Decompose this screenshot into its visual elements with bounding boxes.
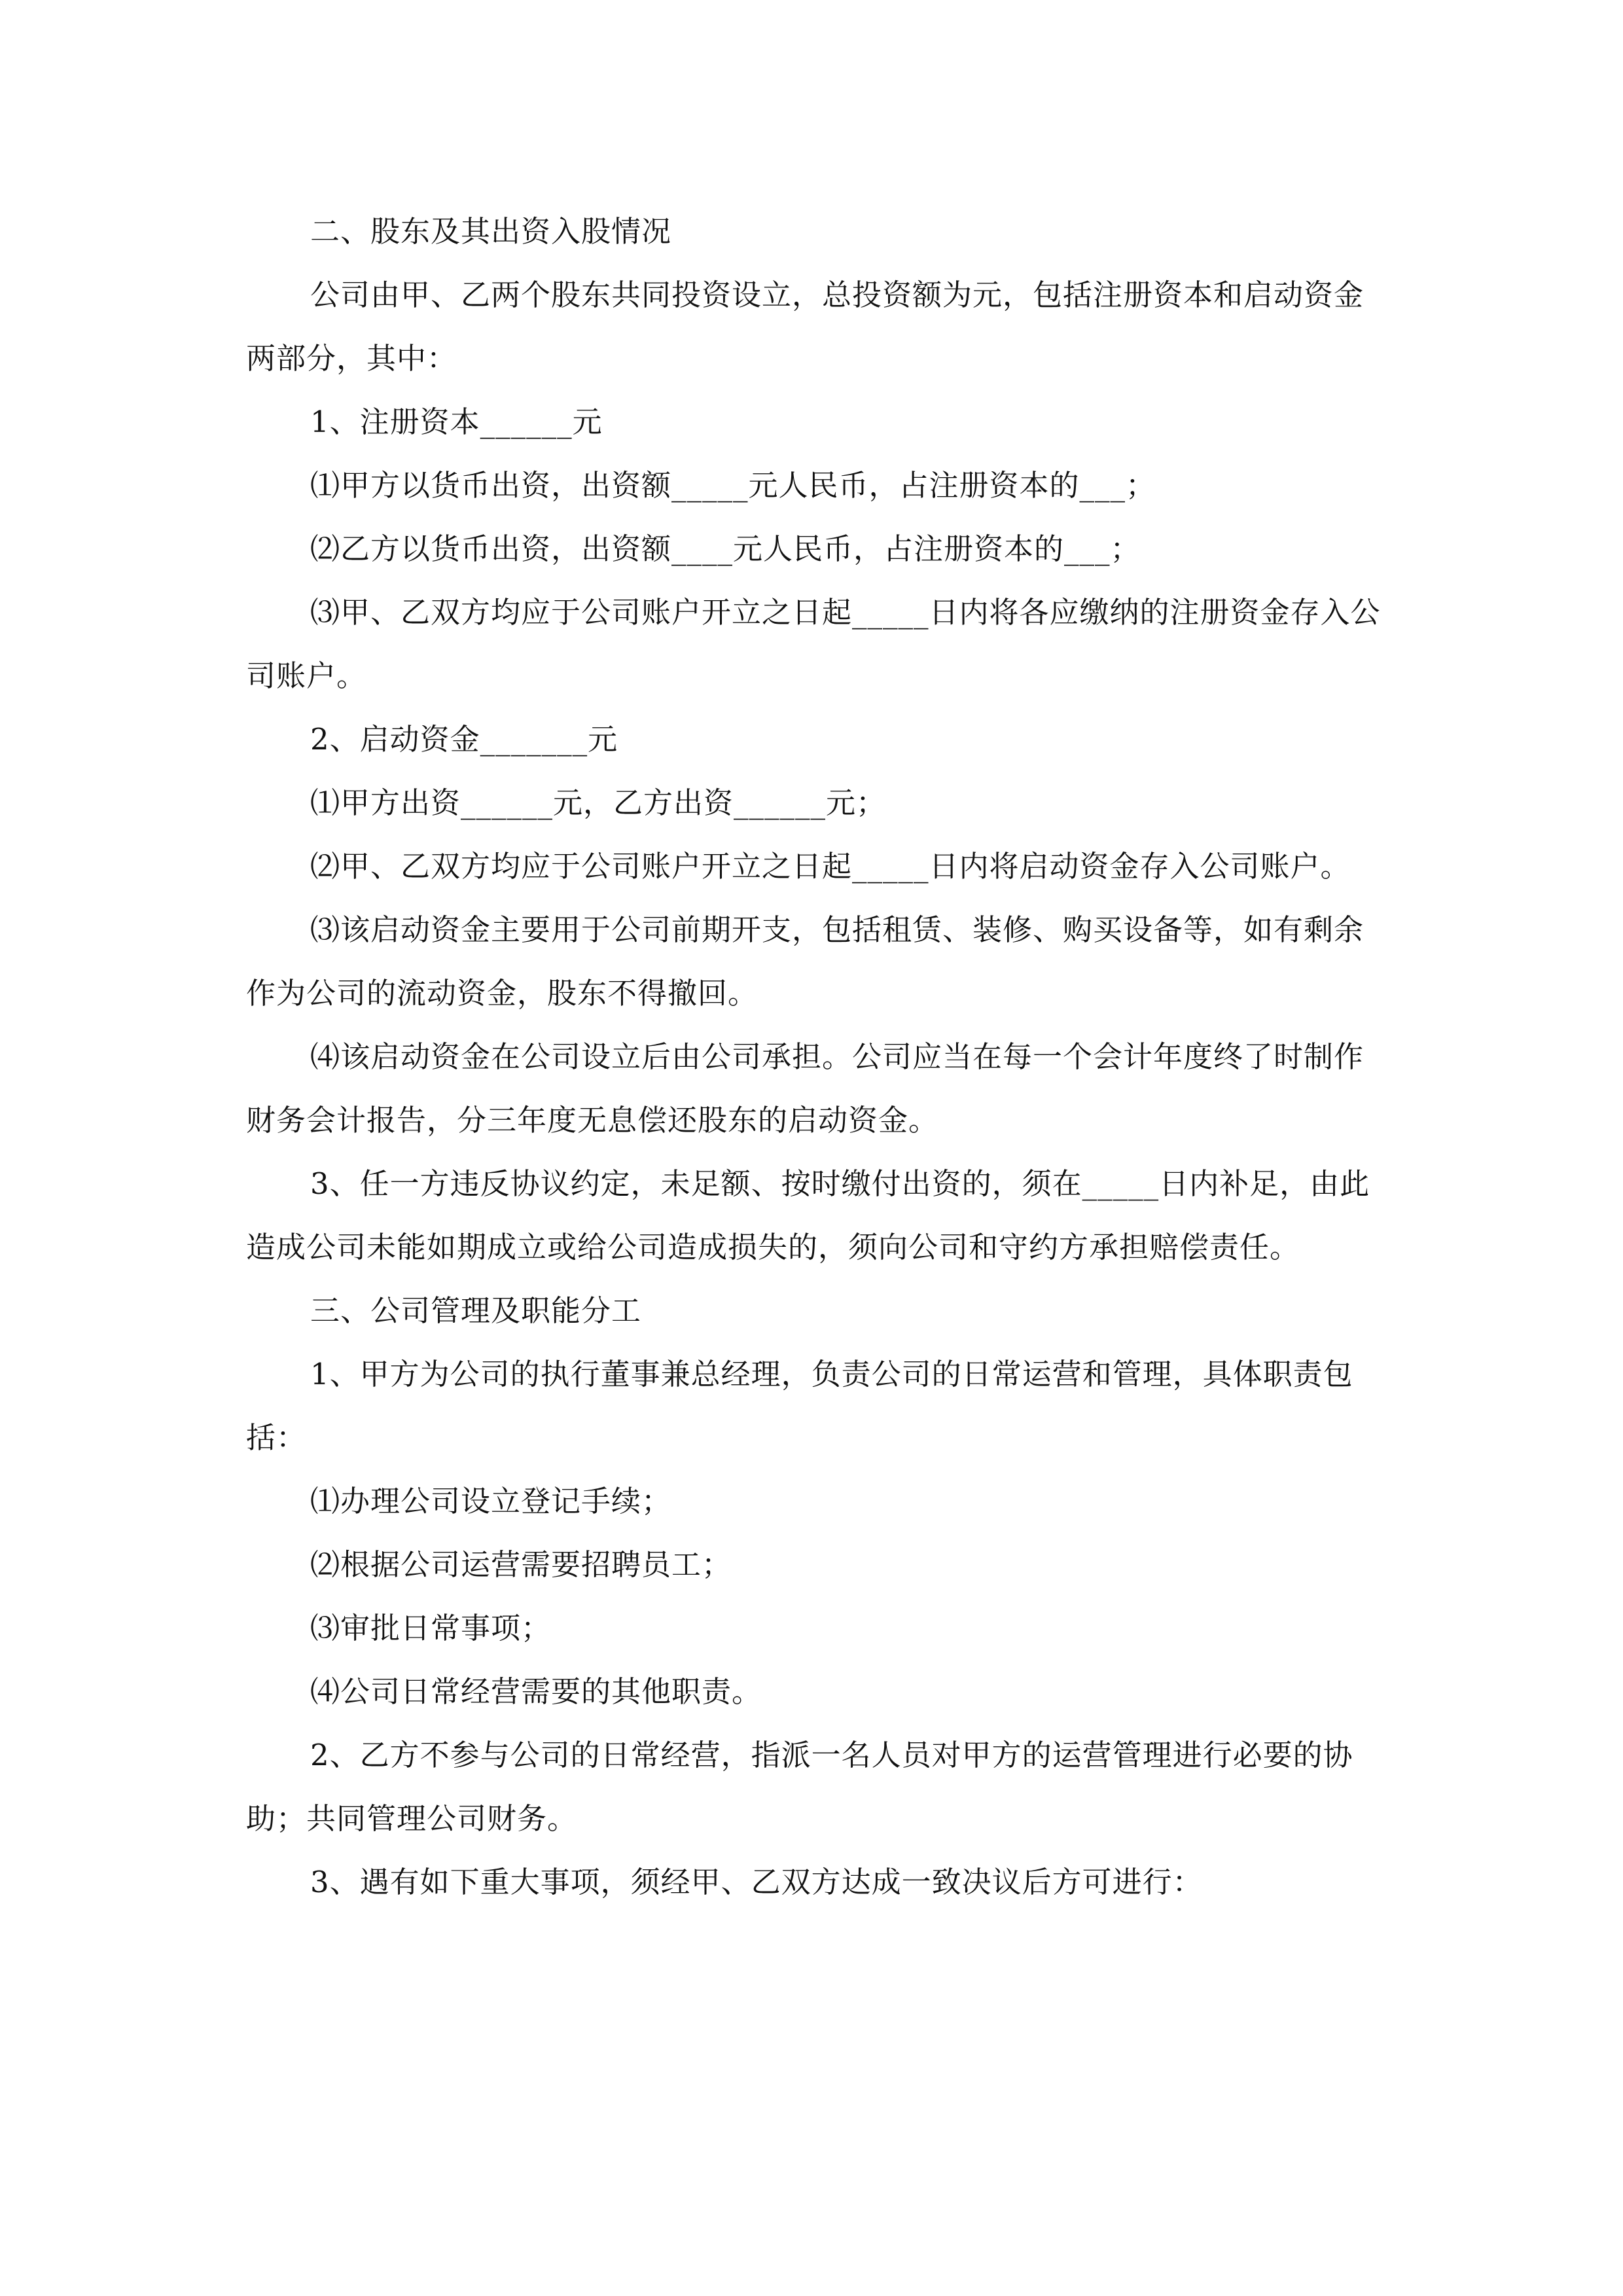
subclause: ⑴办理公司设立登记手续； — [310, 1484, 672, 1518]
document-body — [246, 200, 1382, 1914]
subclause: ⑵甲、乙双方均应于公司账户开立之日起_____日内将启动资金存入公司账户。 — [310, 849, 1351, 884]
subclause: ⑷公司日常经营需要的其他职责。 — [310, 1674, 762, 1709]
subclause: ⑵乙方以货币出资，出资额____元人民币，占注册资本的___； — [310, 531, 1141, 566]
paragraph: 公司由甲、乙两个股东共同投资设立，总投资额为元，包括注册资本和启动资金两部分，其中： — [246, 278, 1364, 376]
subclause: ⑶审批日常事项； — [310, 1611, 552, 1645]
clause-registered-capital: 1、注册资本______元 — [310, 404, 603, 439]
subclause: ⑴甲方以货币出资，出资额_____元人民币，占注册资本的___； — [310, 468, 1156, 503]
subclause: ⑶甲、乙双方均应于公司账户开立之日起_____日内将各应缴纳的注册资金存入公司账户。 — [246, 595, 1381, 693]
subclause: ⑶该启动资金主要用于公司前期开支，包括租赁、装修、购买设备等，如有剩余作为公司的流动资金，股东不得撤回。 — [246, 912, 1364, 1011]
clause-startup-capital: 2、启动资金_______元 — [310, 722, 618, 757]
clause-major-matters: 3、遇有如下重大事项，须经甲、乙双方达成一致决议后方可进行： — [310, 1865, 1203, 1899]
subclause: ⑴甲方出资______元，乙方出资______元； — [310, 785, 887, 820]
clause-party-b-role: 2、乙方不参与公司的日常经营，指派一名人员对甲方的运营管理进行必要的协助；共同管理公司财务。 — [246, 1738, 1353, 1836]
subclause: ⑷该启动资金在公司设立后由公司承担。公司应当在每一个会计年度终了时制作财务会计报告，分三年度无息偿还股东的启动资金。 — [246, 1039, 1364, 1138]
subclause: ⑵根据公司运营需要招聘员工； — [310, 1547, 732, 1582]
section-heading-shareholders: 二、股东及其出资入股情况 — [310, 214, 672, 249]
clause-breach: 3、任一方违反协议约定，未足额、按时缴付出资的，须在_____日内补足，由此造成公司未能如期成立或给公司造成损失的，须向公司和守约方承担赔偿责任。 — [246, 1166, 1370, 1265]
section-heading-management: 三、公司管理及职能分工 — [310, 1293, 642, 1328]
clause-party-a-duties: 1、甲方为公司的执行董事兼总经理，负责公司的日常运营和管理，具体职责包括： — [246, 1357, 1353, 1455]
